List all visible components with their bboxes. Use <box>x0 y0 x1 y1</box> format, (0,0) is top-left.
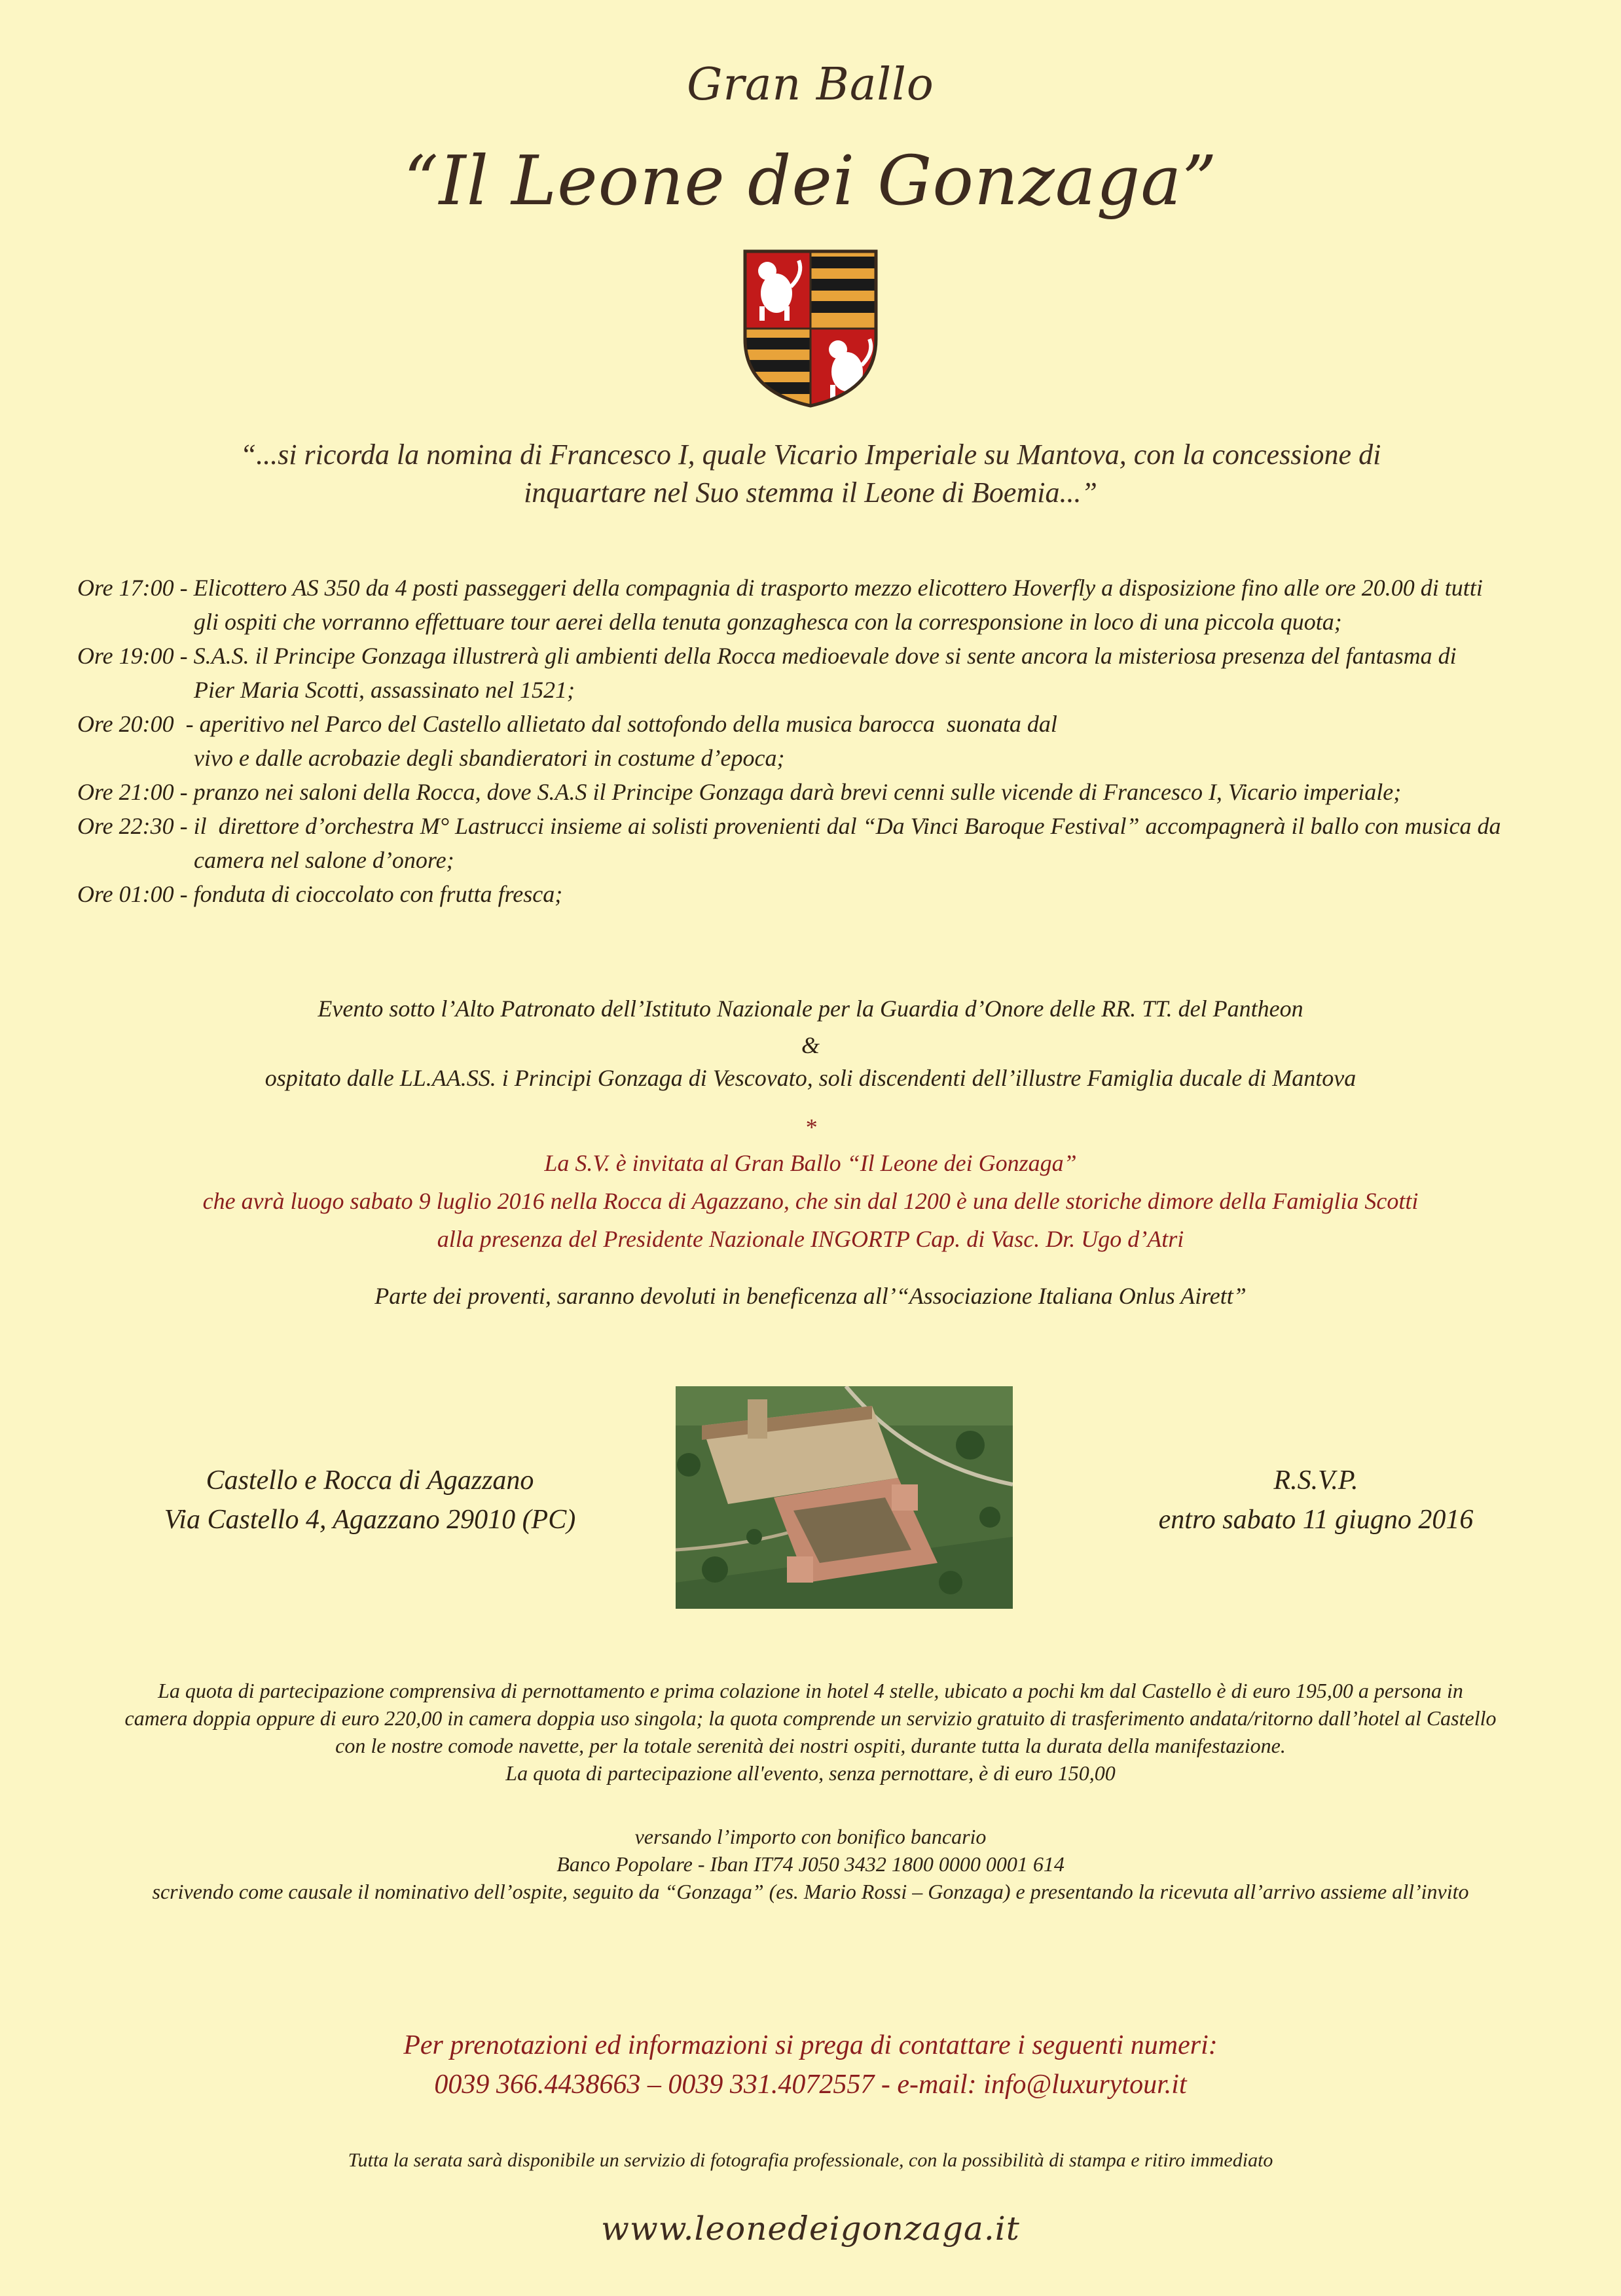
asterisk-divider: * <box>805 1114 816 1140</box>
event-schedule <box>77 571 1550 911</box>
castle-aerial-photo <box>676 1386 1013 1609</box>
venue-address <box>105 1461 635 1539</box>
payment-line: scrivendo come causale il nominativo dell’ospite, seguito da “Gonzaga” (es. Mario Rossi – Gonzaga) e presentando la ricevuta all’arrivo assieme all’invito <box>152 1880 1469 1903</box>
schedule-line: Pier Maria Scotti, assassinato nel 1521; <box>194 677 575 703</box>
schedule-line: Ore 19:00 - S.A.S. il Principe Gonzaga illustrerà gli ambienti della Rocca medioevale dove si sente ancora la misteriosa presenza del fantasma di <box>77 643 1457 669</box>
quote-line: inquartare nel Suo stemma il Leone di Boemia...” <box>524 476 1097 509</box>
schedule-item <box>77 775 1550 809</box>
quote-line: “...si ricorda la nomina di Francesco I, quale Vicario Imperiale su Mantova, con la concessione di <box>240 439 1381 471</box>
historical-quote <box>0 436 1621 512</box>
contact-info <box>0 2026 1621 2104</box>
pricing-line: La quota di partecipazione comprensiva di pernottamento e prima colazione in hotel 4 stelle, ubicato a pochi km dal Castello è di euro 195,00 a persona in <box>158 1679 1463 1702</box>
invitation-line: La S.V. è invitata al Gran Ballo “Il Leone dei Gonzaga” <box>544 1150 1077 1176</box>
schedule-line: Ore 22:30 - il direttore d’orchestra M° Lastrucci insieme ai solisti provenienti dal “Da Vinci Baroque Festival” accompagnerà il ballo con musica da <box>77 813 1501 839</box>
bank-details: Banco Popolare - Iban IT74 J050 3432 1800 0000 0001 614 <box>556 1852 1065 1876</box>
schedule-line: Ore 20:00 - aperitivo nel Parco del Castello allietato dal sottofondo della musica barocca suonata dal <box>77 711 1057 737</box>
pricing-line: La quota di partecipazione all'evento, senza pernottare, è di euro 150,00 <box>505 1761 1116 1785</box>
schedule-item <box>77 639 1550 707</box>
pricing-line: con le nostre comode navette, per la totale serenità dei nostri ospiti, durante tutta la durata della manifestazione. <box>335 1734 1286 1757</box>
contact-heading: Per prenotazioni ed informazioni si prega di contattare i seguenti numeri: <box>403 2030 1218 2060</box>
pricing-info <box>0 1677 1621 1787</box>
gonzaga-coat-of-arms-icon <box>738 247 883 410</box>
venue-street: Via Castello 4, Agazzano 29010 (PC) <box>164 1505 576 1535</box>
invitation-line: che avrà luogo sabato 9 luglio 2016 nella Rocca di Agazzano, che sin dal 1200 è una delle storiche dimore della Famiglia Scotti <box>202 1188 1419 1214</box>
patronage-line: Evento sotto l’Alto Patronato dell’Istituto Nazionale per la Guardia d’Onore delle RR. TT. del Pantheon <box>318 996 1303 1022</box>
schedule-item <box>77 809 1550 877</box>
rsvp-label: R.S.V.P. <box>1273 1465 1358 1496</box>
payment-line: versando l’importo con bonifico bancario <box>634 1825 987 1848</box>
host-line: ospitato dalle LL.AA.SS. i Principi Gonzaga di Vescovato, soli discendenti dell’illustre Famiglia ducale di Mantova <box>264 1065 1357 1091</box>
schedule-item <box>77 877 1550 911</box>
ampersand: & <box>801 1032 820 1058</box>
venue-name: Castello e Rocca di Agazzano <box>206 1465 534 1496</box>
schedule-item <box>77 571 1550 639</box>
schedule-line: Ore 21:00 - pranzo nei saloni della Rocca, dove S.A.S il Principe Gonzaga darà brevi cenni sulle vicende di Francesco I, Vicario imperiale; <box>77 779 1402 805</box>
contact-numbers[interactable]: 0039 366.4438663 – 0039 331.4072557 - e-mail: info@luxurytour.it <box>434 2070 1187 2100</box>
invitation-text <box>0 1144 1621 1258</box>
page-title: “Il Leone dei Gonzaga” <box>403 141 1218 221</box>
schedule-line: vivo e dalle acrobazie degli sbandieratori in costume d’epoca; <box>194 745 785 771</box>
charity-note: Parte dei proventi, saranno devoluti in beneficenza all’“Associazione Italiana Onlus Airett” <box>374 1283 1247 1309</box>
invitation-line: alla presenza del Presidente Nazionale INGORTP Cap. di Vasc. Dr. Ugo d’Atri <box>437 1226 1184 1252</box>
rsvp-deadline: entro sabato 11 giugno 2016 <box>1158 1505 1474 1535</box>
event-kicker: Gran Ballo <box>687 59 934 111</box>
schedule-line: Ore 01:00 - fonduta di cioccolato con frutta fresca; <box>77 881 563 907</box>
website-link[interactable]: www.leonedeigonzaga.it <box>601 2210 1020 2248</box>
payment-info <box>0 1823 1621 1905</box>
schedule-line: camera nel salone d’onore; <box>194 847 454 873</box>
photo-service-note: Tutta la serata sarà disponibile un servizio di fotografia professionale, con la possibilità di stampa e ritiro immediato <box>348 2149 1273 2171</box>
rsvp-block <box>1074 1461 1558 1539</box>
pricing-line: camera doppia oppure di euro 220,00 in camera doppia uso singola; la quota comprende un servizio gratuito di trasferimento andata/ritorno dall’hotel al Castello <box>124 1706 1497 1730</box>
schedule-line: Ore 17:00 - Elicottero AS 350 da 4 posti passeggeri della compagnia di trasporto mezzo elicottero Hoverfly a disposizione fino alle ore 20.00 di tutti <box>77 575 1483 601</box>
schedule-item <box>77 707 1550 775</box>
schedule-line: gli ospiti che vorranno effettuare tour aerei della tenuta gonzaghesca con la corresponsione in loco di una piccola quota; <box>194 609 1342 635</box>
